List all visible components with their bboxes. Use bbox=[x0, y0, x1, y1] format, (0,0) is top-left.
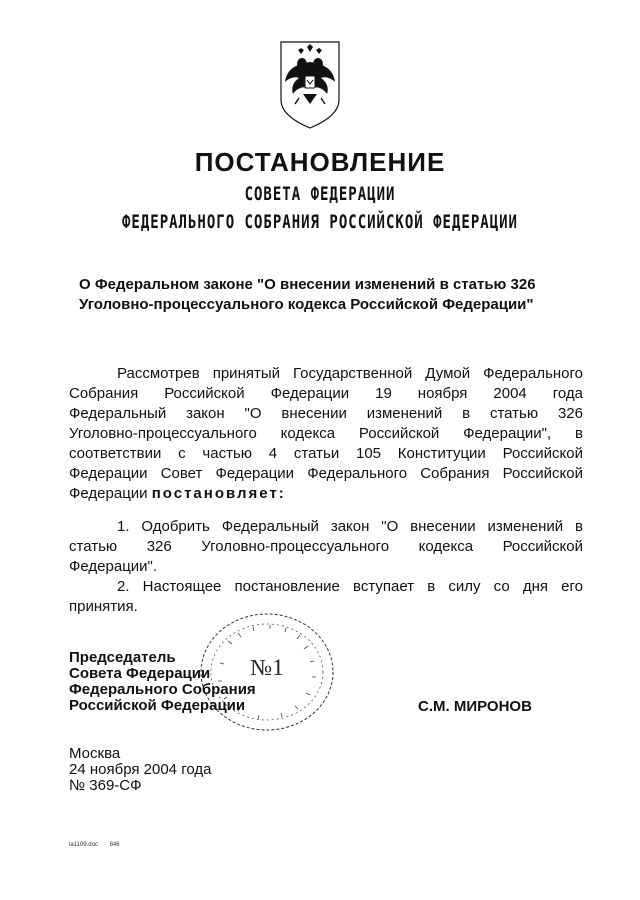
issuer-line-2: ФЕДЕРАЛЬНОГО СОБРАНИЯ РОССИЙСКОЙ ФЕДЕРАЦИИ bbox=[121, 212, 518, 234]
coat-of-arms-icon bbox=[277, 38, 343, 130]
text-fragment: Федерации bbox=[69, 485, 148, 502]
text-line: Рассмотрев принятый Государственной Думой Федерального bbox=[117, 365, 583, 382]
heading-line: Уголовно-процессуального кодекса Российской Федерации" bbox=[79, 296, 534, 313]
file-footer bbox=[69, 842, 130, 848]
resolves-emphasis: постановляет: bbox=[151, 485, 286, 502]
stamp-number: №1 bbox=[250, 655, 284, 680]
text-line: Уголовно-процессуального кодекса Российской Федерации", в bbox=[69, 425, 583, 442]
text-line: статью 326 Уголовно-процессуального кодекса Российской bbox=[69, 538, 583, 555]
signatory-position bbox=[69, 650, 256, 714]
position-line: Федерального Собрания bbox=[69, 681, 256, 698]
date: 24 ноября 2004 года bbox=[69, 761, 212, 778]
document-title: ПОСТАНОВЛЕНИЕ bbox=[194, 147, 446, 177]
text-line: Федерации". bbox=[69, 558, 158, 575]
file-name: la1109.doc bbox=[69, 842, 98, 848]
issuer-line-1: СОВЕТА ФЕДЕРАЦИИ bbox=[244, 184, 396, 206]
text-line: 2. Настоящее постановление вступает в силу со дня его bbox=[117, 578, 583, 595]
text-line: соответствии с частью 4 статьи 105 Конституции Российской bbox=[69, 445, 583, 462]
position-line: Совета Федерации bbox=[69, 665, 211, 682]
text-line: Федеральный закон "О внесении изменений в статью 326 bbox=[69, 405, 583, 422]
resolution-heading bbox=[79, 275, 579, 315]
signatory-name: С.М. МИРОНОВ bbox=[418, 698, 532, 715]
text-line: принятия. bbox=[69, 598, 138, 615]
place-and-date bbox=[69, 746, 211, 794]
city: Москва bbox=[69, 745, 121, 762]
resolution-items bbox=[69, 517, 583, 617]
text-line bbox=[69, 484, 583, 504]
text-line: Собрания Российской Федерации 19 ноября 2004 года bbox=[69, 385, 583, 402]
position-line: Российской Федерации bbox=[69, 697, 246, 714]
position-line: Председатель bbox=[69, 649, 176, 666]
paragraph-preamble bbox=[69, 364, 583, 504]
text-line: 1. Одобрить Федеральный закон "О внесении изменений в bbox=[117, 518, 583, 535]
text-line: Федерации Совет Федерации Федерального Собрания Российской bbox=[69, 465, 583, 482]
document-number: № 369-СФ bbox=[69, 777, 142, 794]
file-code: 846 bbox=[109, 842, 120, 848]
heading-line: О Федеральном законе "О внесении изменений в статью 326 bbox=[79, 276, 536, 293]
